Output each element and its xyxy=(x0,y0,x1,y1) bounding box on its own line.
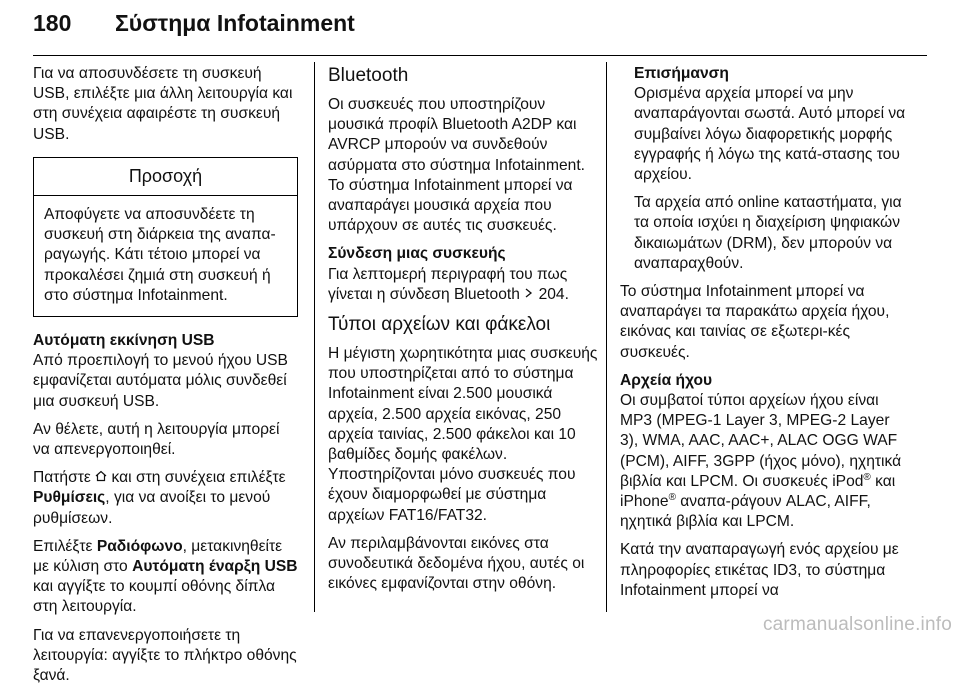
instruction-paragraph xyxy=(33,468,298,529)
paragraph: Αν θέλετε, αυτή η λειτουργία μπορεί να απενεργοποιηθεί. xyxy=(33,420,280,459)
home-icon xyxy=(95,468,107,480)
paragraph: Από προεπιλογή το μενού ήχου USB εμφανίζεται αυτόματα μόλις συνδεθεί μια συσκευή USB. xyxy=(33,352,288,410)
paragraph: Η μέγιστη χωρητικότητα μιας συσκευής που υποστηρίζεται από το σύστημα Infotainment είναι 2.500 μουσικά αρχεία, 2.500 αρχεία εικόνας, 250 αρχεία ταινίας, 2.500 φάκελοι και 10 βαθμίδες δομής φακέλων. Υποστηρίζονται μόνο συσκευές που έχουν διαμορφωθεί με σύστημα αρχείων FAT16/FAT32. xyxy=(328,345,598,524)
text: και iPhone xyxy=(620,472,896,511)
notice-paragraph: Τα αρχεία από online καταστήματα, για τα οποία ισχύει η διαχείριση ψηφιακών δικαιωμάτων (DRM), δεν μπορούν να αναπαραχθούν. xyxy=(634,194,902,272)
text: αναπα-ράγουν ALAC, AIFF, ηχητικά βιβλία και LPCM. xyxy=(620,493,871,531)
caution-title: Προσοχή xyxy=(34,158,297,196)
text: , για να ανοίξει το μενού ρυθμίσεων. xyxy=(33,489,271,527)
sub-heading: Σύνδεση μιας συσκευής xyxy=(328,245,506,263)
text: Επιλέξτε xyxy=(33,537,93,555)
column-left xyxy=(33,64,298,694)
paragraph: Για να επανενεργοποιήσετε τη λειτουργία: αγγίξτε το πλήκτρο οθόνης ξανά. xyxy=(33,626,297,685)
page-title: Σύστημα Infotainment xyxy=(115,10,355,36)
paragraph xyxy=(620,391,908,532)
column-middle xyxy=(328,64,600,602)
instruction-paragraph xyxy=(33,537,298,618)
paragraph: Κατά την αναπαραγωγή ενός αρχείου με πληροφορίες ετικέτας ID3, το σύστημα Infotainment μπορεί να xyxy=(620,541,899,599)
registered-mark: ® xyxy=(668,491,676,503)
paragraph: Αν περιλαμβάνονται εικόνες στα συνοδευτικά δεδομένα ήχου, αυτές οι εικόνες εμφανίζονται στην οθόνη. xyxy=(328,534,585,593)
page-number: 180 xyxy=(33,10,72,36)
intro-paragraph: Για να αποσυνδέσετε τη συσκευή USB, επιλέξτε μια άλλη λειτουργία και στη συνέχεια αφαιρέστε τη συσκευή USB. xyxy=(33,65,293,143)
column-divider xyxy=(606,62,607,612)
text: Οι συμβατοί τύποι αρχείων ήχου είναι MP3 (MPEG-1 Layer 3, MPEG-2 Layer 3), WMA, AAC, AAC+, ALAC OGG WAF (PCM), AIFF, 3GPP (ήχος μόνο), ηχητικά βιβλία και LPCM. Οι συσκευές iPod xyxy=(620,392,902,490)
section-heading: Τύποι αρχείων και φάκελοι xyxy=(328,314,551,336)
registered-mark: ® xyxy=(863,471,871,483)
text: και αγγίξτε το κουμπί οθόνης δίπλα στη λειτουργία. xyxy=(33,578,276,616)
page-header xyxy=(33,0,927,56)
text: και στη συνέχεια επιλέξτε xyxy=(111,469,286,487)
notice-title: Επισήμανση xyxy=(634,65,729,82)
text: , μετακινηθείτε με κύλιση στο xyxy=(33,537,283,576)
reference-arrow-icon xyxy=(524,285,534,297)
header-rule xyxy=(33,55,927,56)
watermark: carmanualsonline.info xyxy=(762,614,952,635)
radio-term: Ραδιόφωνο xyxy=(96,537,183,555)
column-right xyxy=(620,64,908,609)
notice-block xyxy=(620,64,908,274)
text: Πατήστε xyxy=(33,469,91,487)
section-heading: Bluetooth xyxy=(328,65,409,86)
caution-box xyxy=(33,157,298,317)
notice-paragraph: Ορισμένα αρχεία μπορεί να μην αναπαράγονται σωστά. Αυτό μπορεί να συμβαίνει λόγω διαφορετικής μορφής εγγραφής ή λόγω της κατά-στασης του αρχείου. xyxy=(634,85,906,184)
page-reference: 204. xyxy=(538,285,569,303)
settings-term: Ρυθμίσεις xyxy=(33,489,106,507)
sub-heading: Αρχεία ήχου xyxy=(620,371,713,389)
caution-text: Αποφύγετε να αποσυνδέετε τη συσκευή στη διάρκεια της αναπα-ραγωγής. Κάτι τέτοιο μπορεί να προκαλέσει ζημιά στη συσκευή ή στο σύστημα Infotainment. xyxy=(44,206,276,304)
column-divider xyxy=(314,62,315,612)
section-heading: Αυτόματη εκκίνηση USB xyxy=(33,332,215,350)
text: Για λεπτομερή περιγραφή του πως γίνεται η σύνδεση Bluetooth xyxy=(328,265,568,303)
paragraph: Το σύστημα Infotainment μπορεί να αναπαράγει τα παρακάτω αρχεία ήχου, εικόνας και ταινίας σε εξωτερι-κές συσκευές. xyxy=(620,283,890,361)
paragraph xyxy=(328,265,600,305)
autostart-term: Αυτόματη έναρξη USB xyxy=(132,558,298,576)
paragraph: Οι συσκευές που υποστηρίζουν μουσικά προφίλ Bluetooth A2DP και AVRCP μπορούν να συνδεθούν ασύρματα στο σύστημα Infotainment. Το σύστημα Infotainment μπορεί να αναπαράγει μουσικά αρχεία που υπάρχουν σε αυτές τις συσκευές. xyxy=(328,96,585,235)
